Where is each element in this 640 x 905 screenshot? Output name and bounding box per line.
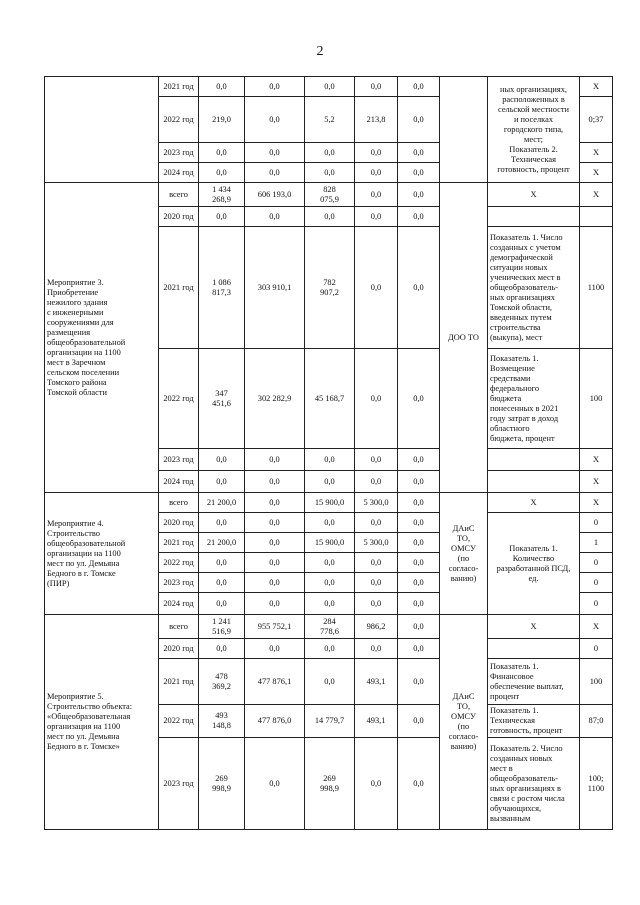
- indicator-text-cell: Показатель 1. Возмещение средствами федерального бюджета понесенных в 2021 году затрат в доход областного бюджета, процент: [488, 349, 580, 449]
- indicator-value-cell: 0: [580, 553, 613, 573]
- value-cell: 0,0: [199, 553, 245, 573]
- value-cell: 0,0: [305, 573, 355, 593]
- value-cell: 14 779,7: [305, 705, 355, 738]
- value-cell: 955 752,1: [245, 615, 305, 639]
- indicator-value-cell: 87;0: [580, 705, 613, 738]
- indicator-value-cell: 100; 1100: [580, 738, 613, 830]
- table-row: [45, 77, 613, 97]
- indicator-value-cell: 100: [580, 659, 613, 705]
- value-cell: 493,1: [355, 659, 398, 705]
- value-cell: 0,0: [245, 77, 305, 97]
- indicator-value-cell: 0: [580, 573, 613, 593]
- value-cell: 0,0: [355, 227, 398, 349]
- indicator-text-cell: X: [488, 493, 580, 513]
- year-cell: 2022 год: [159, 349, 199, 449]
- value-cell: 269 998,9: [199, 738, 245, 830]
- value-cell: 0,0: [199, 77, 245, 97]
- value-cell: 213,8: [355, 97, 398, 143]
- value-cell: 0,0: [305, 593, 355, 615]
- value-cell: 0,0: [398, 593, 440, 615]
- indicator-text-cell: [488, 639, 580, 659]
- value-cell: 303 910,1: [245, 227, 305, 349]
- value-cell: 986,2: [355, 615, 398, 639]
- value-cell: 1 434 268,9: [199, 183, 245, 207]
- indicator-value-cell: 1: [580, 533, 613, 553]
- year-cell: 2023 год: [159, 449, 199, 471]
- indicator-value-cell: X: [580, 493, 613, 513]
- table-row: [45, 615, 613, 639]
- year-cell: 2022 год: [159, 97, 199, 143]
- value-cell: 5 300,0: [355, 533, 398, 553]
- indicator-value-cell: 1100: [580, 227, 613, 349]
- value-cell: 284 778,6: [305, 615, 355, 639]
- value-cell: 0,0: [398, 659, 440, 705]
- value-cell: 477 876,0: [245, 705, 305, 738]
- value-cell: 0,0: [245, 163, 305, 183]
- indicator-text-cell: Показатель 1. Число созданных с учетом демографической ситуации новых ученических мест в общеобразователь- ных организациях Томской области, введенных путем строительства (выкупа), мест: [488, 227, 580, 349]
- value-cell: 0,0: [305, 77, 355, 97]
- value-cell: 0,0: [305, 659, 355, 705]
- indicator-value-cell: X: [580, 77, 613, 97]
- value-cell: 5 300,0: [355, 493, 398, 513]
- value-cell: 0,0: [245, 471, 305, 493]
- value-cell: 0,0: [305, 553, 355, 573]
- value-cell: 0,0: [245, 97, 305, 143]
- year-cell: 2024 год: [159, 163, 199, 183]
- value-cell: 0,0: [398, 207, 440, 227]
- value-cell: 0,0: [199, 513, 245, 533]
- year-cell: 2024 год: [159, 471, 199, 493]
- indicator-value-cell: [580, 207, 613, 227]
- value-cell: 0,0: [355, 449, 398, 471]
- value-cell: 0,0: [398, 77, 440, 97]
- value-cell: 0,0: [355, 143, 398, 163]
- value-cell: 21 200,0: [199, 533, 245, 553]
- value-cell: 0,0: [398, 553, 440, 573]
- value-cell: 828 075,9: [305, 183, 355, 207]
- year-cell: всего: [159, 183, 199, 207]
- table-row: [45, 183, 613, 207]
- indicator-text-cell: Показатель 1. Техническая готовность, процент: [488, 705, 580, 738]
- indicator-value-cell: X: [580, 471, 613, 493]
- year-cell: 2020 год: [159, 513, 199, 533]
- budget-table: [44, 76, 613, 830]
- value-cell: 0,0: [398, 349, 440, 449]
- table-row: [45, 493, 613, 513]
- value-cell: 0,0: [245, 513, 305, 533]
- value-cell: 21 200,0: [199, 493, 245, 513]
- value-cell: 0,0: [355, 163, 398, 183]
- indicator-value-cell: X: [580, 143, 613, 163]
- year-cell: 2021 год: [159, 77, 199, 97]
- year-cell: всего: [159, 493, 199, 513]
- value-cell: 0,0: [355, 513, 398, 533]
- indicator-value-cell: X: [580, 163, 613, 183]
- value-cell: 1 241 516,9: [199, 615, 245, 639]
- value-cell: 0,0: [245, 553, 305, 573]
- year-cell: 2021 год: [159, 227, 199, 349]
- year-cell: 2020 год: [159, 207, 199, 227]
- executor-cell: ДОО ТО: [440, 183, 488, 493]
- year-cell: 2023 год: [159, 143, 199, 163]
- year-cell: 2020 год: [159, 639, 199, 659]
- year-cell: 2023 год: [159, 738, 199, 830]
- value-cell: 493 148,8: [199, 705, 245, 738]
- value-cell: 0,0: [355, 573, 398, 593]
- value-cell: 0,0: [305, 449, 355, 471]
- value-cell: 302 282,9: [245, 349, 305, 449]
- value-cell: 0,0: [305, 639, 355, 659]
- value-cell: 0,0: [398, 639, 440, 659]
- indicator-text-cell: X: [488, 183, 580, 207]
- indicator-value-cell: 0: [580, 639, 613, 659]
- value-cell: 0,0: [305, 207, 355, 227]
- value-cell: 0,0: [245, 207, 305, 227]
- year-cell: 2024 год: [159, 593, 199, 615]
- value-cell: 0,0: [398, 513, 440, 533]
- value-cell: 0,0: [398, 738, 440, 830]
- value-cell: 0,0: [398, 493, 440, 513]
- value-cell: 347 451,6: [199, 349, 245, 449]
- value-cell: 0,0: [355, 593, 398, 615]
- indicator-text-cell: [488, 471, 580, 493]
- value-cell: 606 193,0: [245, 183, 305, 207]
- measure-name-cell: Мероприятие 3. Приобретение нежилого здания с инженерными сооружениями для размещения общеобразовательной организации на 1100 мест в Заречном сельском поселении Томского района Томской области: [45, 183, 159, 493]
- indicator-value-cell: 100: [580, 349, 613, 449]
- value-cell: 0,0: [245, 573, 305, 593]
- value-cell: 0,0: [355, 639, 398, 659]
- indicator-value-cell: X: [580, 615, 613, 639]
- value-cell: 0,0: [245, 639, 305, 659]
- measure-name-cell: Мероприятие 4. Строительство общеобразовательной организации на 1100 мест по ул. Демьяна Бедного в г. Томске (ПИР): [45, 493, 159, 615]
- value-cell: 0,0: [355, 471, 398, 493]
- indicator-text-cell: ных организациях, расположенных в сельской местности и поселках городского типа, мест; Показатель 2. Техническая готовность, процент: [488, 77, 580, 183]
- page-number: 2: [316, 44, 324, 59]
- value-cell: 0,0: [199, 639, 245, 659]
- executor-cell: ДАиС ТО, ОМСУ (по согласо- ванию): [440, 493, 488, 615]
- year-cell: 2021 год: [159, 659, 199, 705]
- value-cell: 782 907,2: [305, 227, 355, 349]
- value-cell: 477 876,1: [245, 659, 305, 705]
- year-cell: 2022 год: [159, 705, 199, 738]
- value-cell: 493,1: [355, 705, 398, 738]
- value-cell: 0,0: [199, 593, 245, 615]
- indicator-text-cell: [488, 207, 580, 227]
- indicator-value-cell: 0;37: [580, 97, 613, 143]
- value-cell: 0,0: [245, 593, 305, 615]
- value-cell: 0,0: [398, 97, 440, 143]
- value-cell: 0,0: [305, 471, 355, 493]
- value-cell: 0,0: [398, 449, 440, 471]
- year-cell: 2021 год: [159, 533, 199, 553]
- indicator-text-cell: [488, 449, 580, 471]
- indicator-text-cell: X: [488, 615, 580, 639]
- indicator-text-cell: Показатель 2. Число созданных новых мест в общеобразователь- ных организациях в связи с ростом числа обучающихся, вызванным: [488, 738, 580, 830]
- value-cell: 0,0: [199, 573, 245, 593]
- value-cell: 0,0: [398, 183, 440, 207]
- value-cell: 269 998,9: [305, 738, 355, 830]
- value-cell: 0,0: [305, 513, 355, 533]
- value-cell: 0,0: [398, 615, 440, 639]
- value-cell: 15 900,0: [305, 533, 355, 553]
- indicator-value-cell: 0: [580, 513, 613, 533]
- executor-cell: ДАиС ТО, ОМСУ (по согласо- ванию): [440, 615, 488, 830]
- indicator-value-cell: 0: [580, 593, 613, 615]
- value-cell: 0,0: [199, 143, 245, 163]
- value-cell: 0,0: [245, 493, 305, 513]
- value-cell: 0,0: [398, 471, 440, 493]
- executor-cell: [440, 77, 488, 183]
- value-cell: 0,0: [199, 471, 245, 493]
- value-cell: 0,0: [398, 163, 440, 183]
- value-cell: 0,0: [355, 349, 398, 449]
- value-cell: 0,0: [355, 183, 398, 207]
- value-cell: 0,0: [355, 207, 398, 227]
- value-cell: 0,0: [398, 705, 440, 738]
- value-cell: 0,0: [199, 207, 245, 227]
- value-cell: 0,0: [355, 738, 398, 830]
- value-cell: 0,0: [245, 533, 305, 553]
- value-cell: 0,0: [245, 738, 305, 830]
- year-cell: всего: [159, 615, 199, 639]
- value-cell: 45 168,7: [305, 349, 355, 449]
- measure-name-cell: [45, 77, 159, 183]
- value-cell: 1 086 817,3: [199, 227, 245, 349]
- indicator-text-cell: Показатель 1. Финансовое обеспечение выплат, процент: [488, 659, 580, 705]
- indicator-text-cell: Показатель 1. Количество разработанной ПСД, ед.: [488, 513, 580, 615]
- value-cell: 0,0: [305, 143, 355, 163]
- value-cell: 0,0: [398, 227, 440, 349]
- value-cell: 5,2: [305, 97, 355, 143]
- value-cell: 0,0: [398, 573, 440, 593]
- indicator-value-cell: X: [580, 449, 613, 471]
- measure-name-cell: Мероприятие 5. Строительство объекта: «Общеобразовательная организация на 1100 мест по ул. Демьяна Бедного в г. Томске»: [45, 615, 159, 830]
- value-cell: 0,0: [305, 163, 355, 183]
- year-cell: 2023 год: [159, 573, 199, 593]
- value-cell: 478 369,2: [199, 659, 245, 705]
- indicator-value-cell: X: [580, 183, 613, 207]
- value-cell: 0,0: [398, 533, 440, 553]
- value-cell: 15 900,0: [305, 493, 355, 513]
- value-cell: 0,0: [398, 143, 440, 163]
- value-cell: 0,0: [245, 449, 305, 471]
- value-cell: 0,0: [199, 163, 245, 183]
- value-cell: 219,0: [199, 97, 245, 143]
- value-cell: 0,0: [199, 449, 245, 471]
- year-cell: 2022 год: [159, 553, 199, 573]
- value-cell: 0,0: [245, 143, 305, 163]
- value-cell: 0,0: [355, 553, 398, 573]
- value-cell: 0,0: [355, 77, 398, 97]
